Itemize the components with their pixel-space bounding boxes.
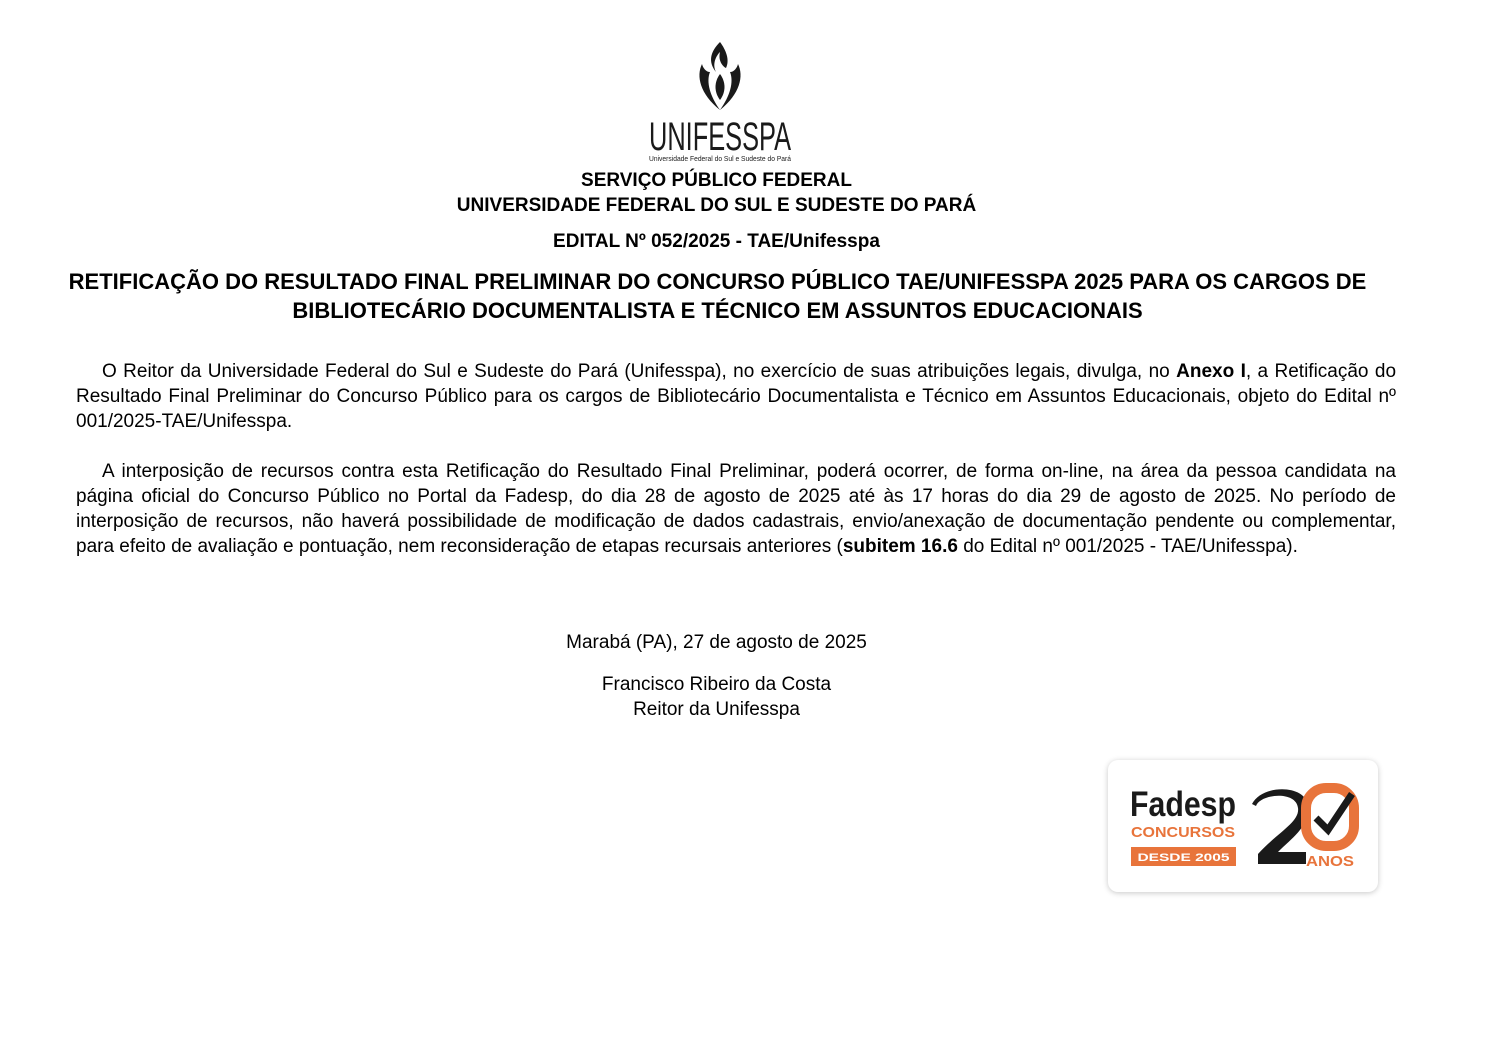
header-service: SERVIÇO PÚBLICO FEDERAL [581,170,852,191]
paragraph-2-bold: subitem 16.6 [842,536,958,557]
date-line: Marabá (PA), 27 de agosto de 2025 [566,632,867,653]
document-title: RETIFICAÇÃO DO RESULTADO FINAL PRELIMINAR DO CONCURSO PÚBLICO TAE/UNIFESSPA 2025 PARA OS CARGOS DE BIBLIOTECÁRIO DOCUMENTALISTA E TÉCNICO EM ASSUNTOS EDUCACIONAIS [68,269,1367,323]
paragraph-1-text: O Reitor da Universidade Federal do Sul e Sudeste do Pará (Unifesspa), no exercício de suas atribuições legais, divulga, no [102,361,1177,382]
flame-icon [699,42,740,110]
paragraph-2-text: A interposição de recursos contra esta Retificação do Resultado Final Preliminar, poderá ocorrer, de forma on-line, na área da pessoa candidata na página oficial do Concurso Público no Portal da Fadesp, do dia 28 de agosto de 2025 até às 17 horas do dia 29 de agosto de 2025. No período de interposição de recursos, não haverá possibilidade de modificação de dados cadastrais, envio/anexação de documentação pendente ou complementar, para efeito de avaliação e pontuação, nem reconsideração de etapas recursais anteriores ( [76,461,1396,557]
fadesp-logo [1108,760,1378,892]
paragraph-2 [76,459,1396,559]
unifesspa-logo [640,38,800,168]
paragraph-1-text-end: , a Retificação do Resultado Final Preliminar do Concurso Público para os cargos de Bibliotecário Documentalista e Técnico em Assuntos Educacionais, objeto do Edital nº 001/2025-TAE/Unifesspa. [76,361,1397,432]
fadesp-brand: Fadesp [1130,785,1236,824]
check-icon [1316,794,1352,830]
fadesp-anos: ANOS [1306,853,1354,870]
fadesp-since: DESDE 2005 [1137,852,1230,864]
signatory-name: Francisco Ribeiro da Costa [601,674,832,695]
fadesp-concursos: CONCURSOS [1131,824,1235,841]
signatory-role: Reitor da Unifesspa [633,699,800,720]
header-university: UNIVERSIDADE FEDERAL DO SUL E SUDESTE DO PARÁ [456,195,977,216]
paragraph-2-text-end: do Edital nº 001/2025 - TAE/Unifesspa). [957,536,1298,557]
paragraph-1-bold: Anexo I [1176,361,1246,382]
unifesspa-wordmark: UNIFESSPA [649,115,792,159]
paragraph-1 [76,359,1396,434]
unifesspa-tagline: Universidade Federal do Sul e Sudeste do Pará [649,156,792,163]
edital-number: EDITAL Nº 052/2025 - TAE/Unifesspa [553,231,880,252]
